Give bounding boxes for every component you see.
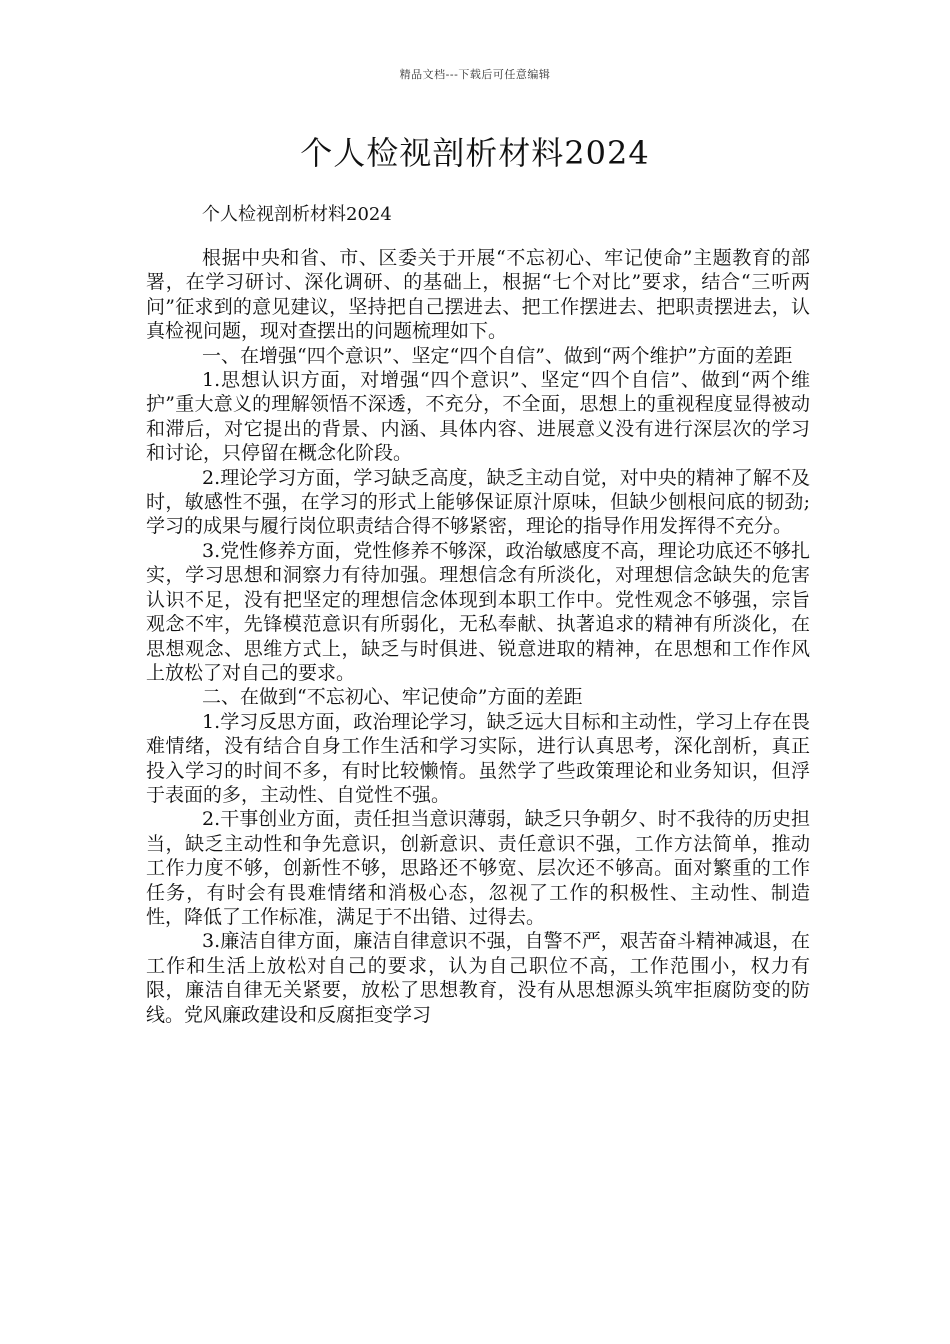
- document-title: 个人检视剖析材料2024: [300, 134, 650, 172]
- section-heading-2: 二、在做到“不忘初心、牢记使命”方面的差距: [202, 686, 583, 709]
- body-paragraph: 3.廉洁自律方面，廉洁自律意识不强，自警不严，艰苦奋斗精神减退，在工作和生活上放松对自己的要求，认为自己职位不高，工作范围小，权力有限，廉洁自律无关紧要，放松了思想教育，没有从思想源头筑牢拒腐防变的防线。党风廉政建设和反腐拒变学习: [146, 930, 810, 1026]
- document-subtitle: 个人检视剖析材料2024: [202, 204, 392, 225]
- document-body: [146, 246, 810, 1027]
- body-paragraph: 2.理论学习方面，学习缺乏高度，缺乏主动自觉，对中央的精神了解不及时，敏感性不强，在学习的形式上能够保证原汁原味，但缺少刨根问底的韧劲;学习的成果与履行岗位职责结合得不够紧密，理论的指导作用发挥得不充分。: [146, 466, 810, 538]
- body-paragraph: 2.干事创业方面，责任担当意识薄弱，缺乏只争朝夕、时不我待的历史担当，缺乏主动性和争先意识，创新意识、责任意识不强，工作方法简单，推动工作力度不够，创新性不够，思路还不够宽、层次还不够高。面对繁重的工作任务，有时会有畏难情绪和消极心态，忽视了工作的积极性、主动性、制造性，降低了工作标准，满足于不出错、过得去。: [146, 808, 810, 928]
- body-paragraph: 1.学习反思方面，政治理论学习，缺乏远大目标和主动性，学习上存在畏难情绪，没有结合自身工作生活和学习实际，进行认真思考，深化剖析，真正投入学习的时间不多，有时比较懒惰。虽然学了些政策理论和业务知识，但浮于表面的多，主动性、自觉性不强。: [146, 710, 810, 806]
- body-paragraph: 1.思想认识方面，对增强“四个意识”、坚定“四个自信”、做到“两个维护”重大意义的理解领悟不深透，不充分，不全面，思想上的重视程度显得被动和滞后，对它提出的背景、内涵、具体内容、进展意义没有进行深层次的学习和讨论，只停留在概念化阶段。: [146, 369, 810, 465]
- body-paragraph: 3.党性修养方面，党性修养不够深，政治敏感度不高，理论功底还不够扎实，学习思想和洞察力有待加强。理想信念有所淡化，对理想信念缺失的危害认识不足，没有把坚定的理想信念体现到本职工作中。党性观念不够强，宗旨观念不牢，先锋模范意识有所弱化，无私奉献、执著追求的精神有所淡化，在思想观念、思维方式上，缺乏与时俱进、锐意进取的精神，在思想和工作作风上放松了对自己的要求。: [146, 539, 810, 684]
- header-note: 精品文档---下载后可任意编辑: [399, 68, 551, 81]
- section-heading-1: 一、在增强“四个意识”、坚定“四个自信”、做到“两个维护”方面的差距: [202, 344, 793, 367]
- intro-paragraph: 根据中央和省、市、区委关于开展“不忘初心、牢记使命”主题教育的部署，在学习研讨、深化调研、的基础上，根据“七个对比”要求，结合“三听两问”征求到的意见建议，坚持把自己摆进去、把工作摆进去、把职责摆进去，认真检视问题，现对查摆出的问题梳理如下。: [146, 247, 810, 343]
